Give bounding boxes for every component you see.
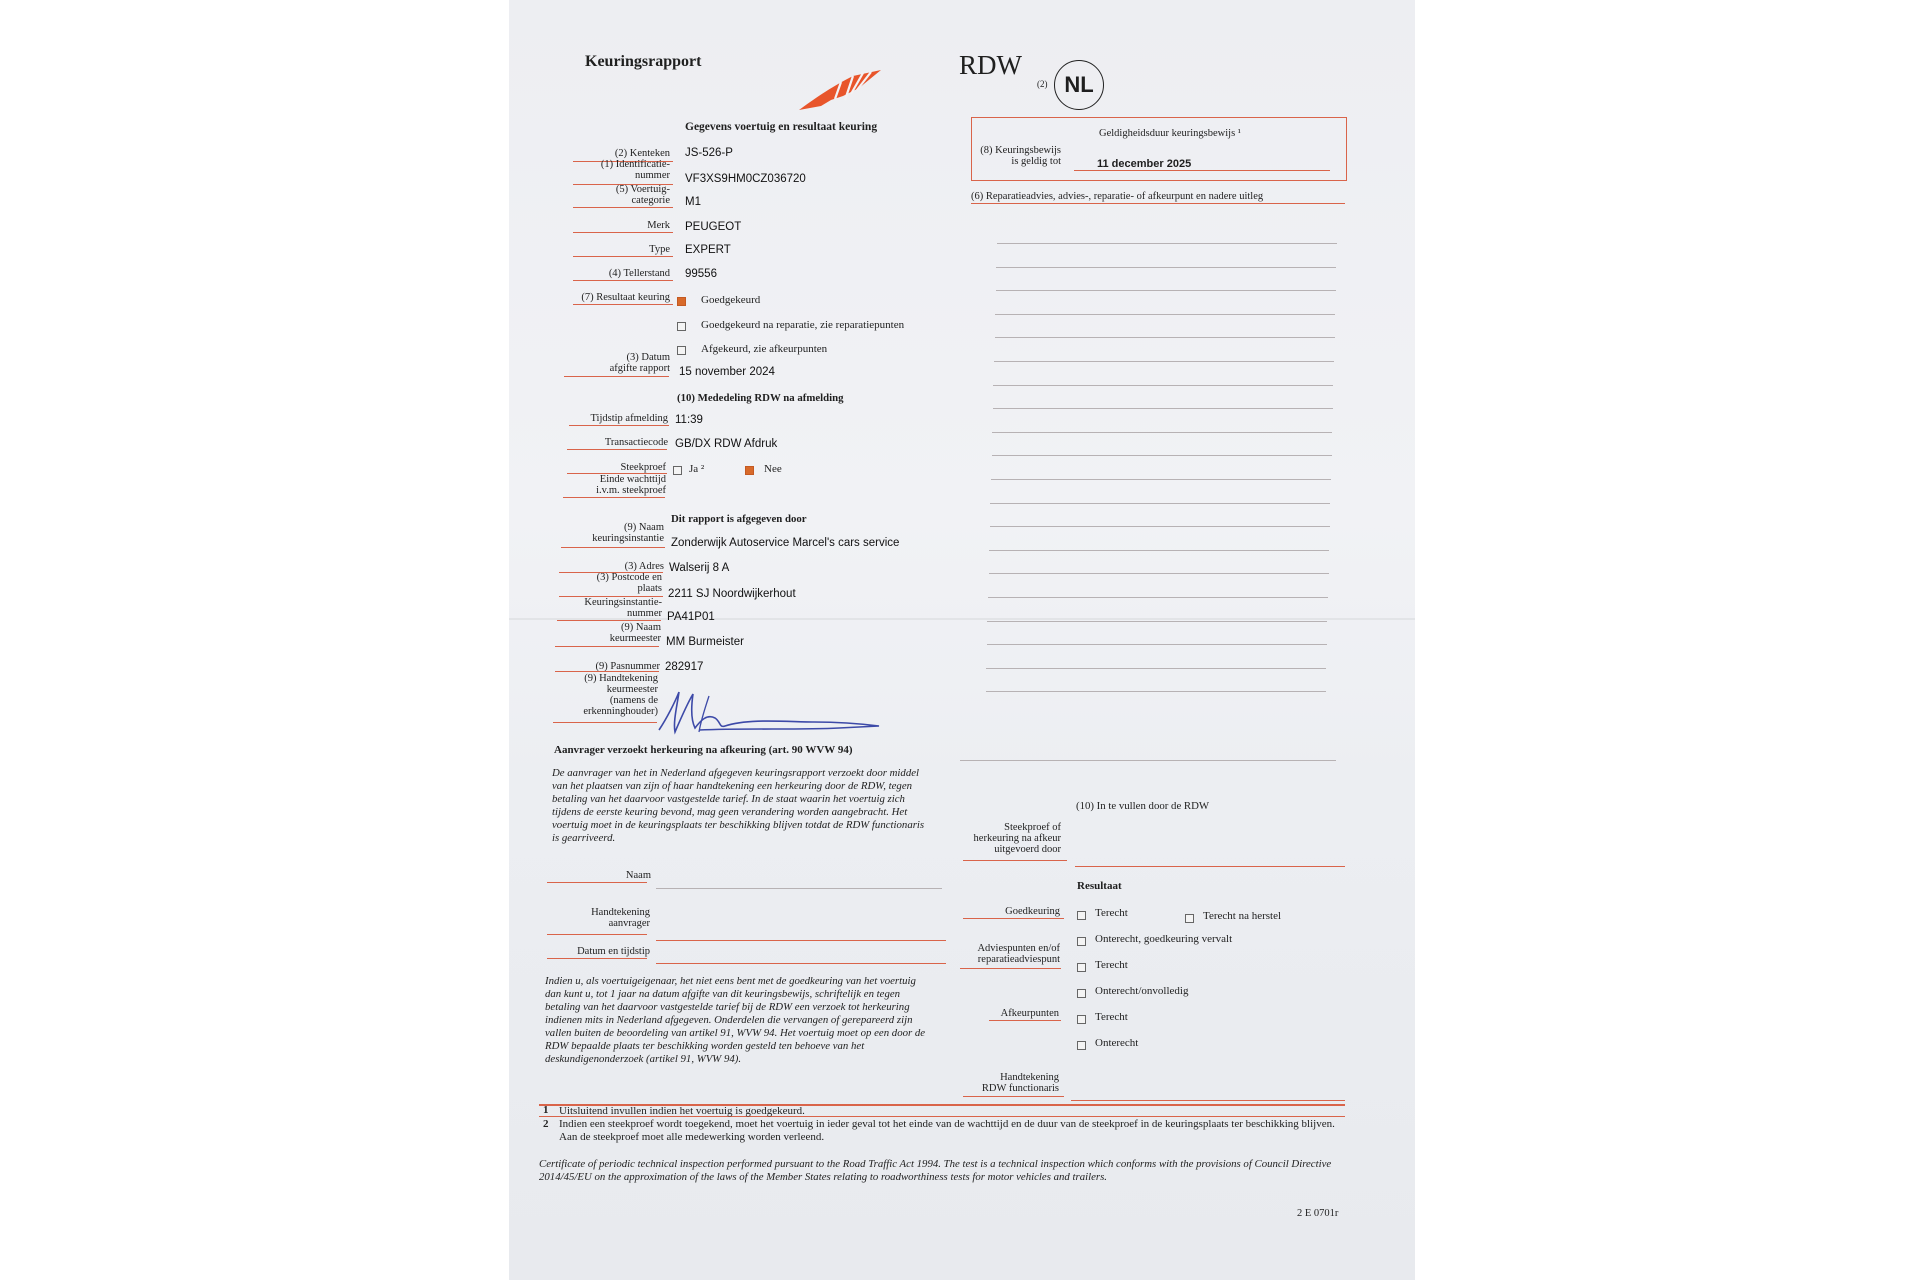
certificate-text: Certificate of periodic technical inspection performed pursuant to the Road Traffic Act 1994. The test is a technical inspection which conforms with the provisions of Council Directive 2014/45/EU on the approximation of the laws of the Member States relating to roadworthiness tests for motor vehicles and trailers. bbox=[539, 1158, 1332, 1183]
validity-label: (8) Keuringsbewijs is geldig tot bbox=[980, 145, 1061, 167]
advice-line bbox=[989, 573, 1329, 574]
option-afgekeurd: Afgekeurd, zie afkeurpunten bbox=[701, 343, 828, 355]
transactiecode-value: GB/DX RDW Afdruk bbox=[675, 438, 778, 450]
advice-line bbox=[993, 385, 1333, 386]
advice-line bbox=[997, 243, 1337, 244]
terecht-na-herstel: Terecht na herstel bbox=[1203, 910, 1282, 922]
pasnummer-label: (9) Pasnummer bbox=[595, 661, 660, 672]
resultaat-heading: Resultaat bbox=[1077, 880, 1122, 892]
checkbox-goedkeuring-terecht[interactable] bbox=[1077, 911, 1086, 920]
afkeurpunten-label: Afkeurpunten bbox=[1000, 1008, 1059, 1019]
field-label-kenteken: (2) Kenteken bbox=[614, 148, 670, 159]
advice-line bbox=[990, 503, 1330, 504]
rdw-logo-icon bbox=[795, 66, 885, 114]
advice-line bbox=[992, 432, 1332, 433]
einde-wachttijd-label: Einde wachttijd i.v.m. steekproef bbox=[596, 474, 666, 496]
checkbox-afkeur-terecht[interactable] bbox=[1077, 1015, 1086, 1024]
handtekening-keurmeester-label: (9) Handtekening keurmeester (namens de erkenninghouder) bbox=[583, 673, 658, 717]
field-value-merk: PEUGEOT bbox=[685, 221, 742, 233]
field-label-datum: (3) Datum afgifte rapport bbox=[609, 352, 670, 374]
handtekening-aanvrager-label: Handtekening aanvrager bbox=[591, 907, 650, 929]
advice-line bbox=[989, 550, 1329, 551]
advice-line bbox=[995, 314, 1335, 315]
advice-line bbox=[990, 526, 1330, 527]
brand-rdw: RDW bbox=[959, 50, 1022, 80]
validity-date: 11 december 2025 bbox=[1097, 158, 1192, 170]
advice-line bbox=[993, 408, 1333, 409]
repair-advice-title: (6) Reparatieadvies, advies-, reparatie- of afkeurpunt en nadere uitleg bbox=[971, 191, 1264, 202]
tijdstip-label: Tijdstip afmelding bbox=[590, 413, 668, 424]
rdw-section-heading: (10) In te vullen door de RDW bbox=[1076, 800, 1210, 812]
advice-line bbox=[995, 337, 1335, 338]
checkbox-afgekeurd[interactable] bbox=[677, 346, 686, 355]
footnote-1-number: 1 bbox=[543, 1104, 549, 1116]
checkbox-steekproef-nee[interactable] bbox=[745, 466, 754, 475]
naam-keuringsinstantie-value: Zonderwijk Autoservice Marcel's cars service bbox=[671, 537, 900, 549]
advice-line bbox=[986, 668, 1326, 669]
footnote-2-number: 2 bbox=[543, 1118, 549, 1130]
country-code: NL bbox=[1064, 72, 1094, 97]
field-value-identificatie: VF3XS9HM0CZ036720 bbox=[685, 173, 806, 185]
adres-label: (3) Adres bbox=[624, 561, 664, 572]
rdw-steekproef-label: Steekproef of herkeuring na afkeur uitgevoerd door bbox=[973, 822, 1061, 855]
herkeuring-text: De aanvrager van het in Nederland afgegeven keuringsrapport verzoekt door middel van het plaatsen van zijn of haar handtekening een herkeuring door de RDW, tegen betaling van het daarvoor vastgestelde tarief. In de staat waarin het voertuig zich tijdens de eerste keuring bevond, mag geen verandering worden aangebracht. Het voertuig moet in de keuringsplaats ter beschikking blijven totdat de RDW functionaris is gearriveerd. bbox=[552, 767, 925, 844]
naam-keurmeester-value: MM Burmeister bbox=[666, 636, 744, 648]
footnote-1-text: Uitsluitend invullen indien het voertuig is goedgekeurd. bbox=[559, 1105, 805, 1117]
naam-keuringsinstantie-label: (9) Naam keuringsinstantie bbox=[592, 522, 664, 544]
advice-line bbox=[996, 290, 1336, 291]
afkeur-onterecht: Onterecht bbox=[1095, 1037, 1139, 1049]
field-value-datum: 15 november 2024 bbox=[679, 366, 775, 378]
section-title: Gegevens voertuig en resultaat keuring bbox=[685, 121, 878, 133]
checkbox-advies-terecht[interactable] bbox=[1077, 963, 1086, 972]
goedkeuring-label: Goedkeuring bbox=[1005, 906, 1060, 917]
field-label-merk: Merk bbox=[647, 220, 670, 231]
afgegeven-heading: Dit rapport is afgegeven door bbox=[671, 513, 807, 525]
advice-line bbox=[960, 760, 1336, 761]
checkbox-onterecht-vervalt[interactable] bbox=[1077, 937, 1086, 946]
naam-keurmeester-label: (9) Naam keurmeester bbox=[609, 622, 661, 644]
field-value-kenteken: JS-526-P bbox=[685, 147, 733, 159]
advies-terecht: Terecht bbox=[1095, 959, 1128, 971]
footnote-2-text: Indien een steekproef wordt toegekend, moet het voertuig in ieder geval tot het einde van de wachttijd en de duur van de steekproef in de keuringsplaats ter beschikking blijven. Aan de steekproef moet alle medewerking worden verleend. bbox=[559, 1118, 1335, 1143]
checkbox-steekproef-ja[interactable] bbox=[673, 466, 682, 475]
advice-line bbox=[996, 267, 1336, 268]
postcode-value: 2211 SJ Noordwijkerhout bbox=[668, 588, 796, 600]
advice-line bbox=[987, 621, 1327, 622]
document-title: Keuringsrapport bbox=[585, 53, 702, 70]
field-value-tellerstand: 99556 bbox=[685, 268, 717, 280]
afkeur-terecht: Terecht bbox=[1095, 1011, 1128, 1023]
option-goedgekeurd-na-reparatie: Goedgekeurd na reparatie, zie reparatiepunten bbox=[701, 319, 905, 331]
advice-line bbox=[994, 361, 1334, 362]
goedkeuring-terecht: Terecht bbox=[1095, 907, 1128, 919]
datum-tijdstip-label: Datum en tijdstip bbox=[577, 946, 650, 957]
advice-line bbox=[992, 455, 1332, 456]
advice-line bbox=[987, 644, 1327, 645]
tijdstip-value: 11:39 bbox=[675, 414, 703, 426]
checkbox-goedgekeurd-na-reparatie[interactable] bbox=[677, 322, 686, 331]
naam-aanvrager-label: Naam bbox=[625, 870, 651, 881]
field-label-identificatie: (1) Identificatie- nummer bbox=[600, 159, 670, 181]
onterecht-vervalt: Onterecht, goedkeuring vervalt bbox=[1095, 933, 1233, 945]
transactiecode-label: Transactiecode bbox=[604, 437, 668, 448]
form-code: 2 E 0701r bbox=[1297, 1208, 1339, 1219]
keuringsinstantienummer-value: PA41P01 bbox=[667, 611, 715, 623]
checkbox-goedgekeurd[interactable] bbox=[677, 297, 686, 306]
mededeling-heading: (10) Mededeling RDW na afmelding bbox=[677, 392, 844, 404]
adres-value: Walserij 8 A bbox=[669, 562, 730, 574]
field-label-tellerstand: (4) Tellerstand bbox=[608, 268, 670, 279]
checkbox-onterecht-onvolledig[interactable] bbox=[1077, 989, 1086, 998]
keuringsinstantienummer-label: Keuringsinstantie- nummer bbox=[584, 597, 662, 619]
option-goedgekeurd: Goedgekeurd bbox=[701, 294, 761, 306]
checkbox-terecht-na-herstel[interactable] bbox=[1185, 914, 1194, 923]
validity-title: Geldigheidsduur keuringsbewijs ¹ bbox=[1099, 128, 1241, 139]
pasnummer-value: 282917 bbox=[665, 661, 704, 673]
country-badge bbox=[1054, 60, 1104, 110]
option-nee: Nee bbox=[764, 463, 782, 475]
postcode-label: (3) Postcode en plaats bbox=[596, 572, 662, 594]
option-ja: Ja ² bbox=[689, 463, 705, 475]
field-value-type: EXPERT bbox=[685, 244, 731, 256]
adviespunten-label: Adviespunten en/of reparatieadviespunt bbox=[977, 943, 1060, 965]
handtekening-rdw-label: Handtekening RDW functionaris bbox=[981, 1072, 1059, 1094]
brand-superscript: (2) bbox=[1037, 79, 1048, 89]
inspection-report-sheet bbox=[509, 0, 1415, 1280]
advice-line bbox=[991, 479, 1331, 480]
indien-text: Indien u, als voertuigeigenaar, het niet eens bent met de goedkeuring van het voertuig dan kunt u, tot 1 jaar na datum afgifte van dit keuringsbewijs, schriftelijk en tegen betaling van het daarvoor vastgestelde tarief bij de RDW een verzoek tot herkeuring indienen mits in Nederland afgegeven. Onderdelen die vervangen of gerepareerd zijn vallen buiten de beoordeling van artikel 91, WVW 94. Het voertuig moet op een door de RDW bepaalde plaats ter beschikking worden gesteld ten behoeve van het deskundigenonderzoek (artikel 91, WVW 94). bbox=[545, 975, 926, 1065]
keurmeester-signature bbox=[639, 678, 889, 738]
advice-line bbox=[988, 597, 1328, 598]
field-label-resultaat: (7) Resultaat keuring bbox=[581, 292, 670, 303]
steekproef-label: Steekproef bbox=[620, 462, 666, 473]
field-value-categorie: M1 bbox=[685, 196, 701, 208]
field-label-type: Type bbox=[649, 244, 670, 255]
advice-line bbox=[986, 691, 1326, 692]
herkeuring-heading: Aanvrager verzoekt herkeuring na afkeuring (art. 90 WVW 94) bbox=[554, 744, 853, 756]
onterecht-onvolledig: Onterecht/onvolledig bbox=[1095, 985, 1189, 997]
checkbox-afkeur-onterecht[interactable] bbox=[1077, 1041, 1086, 1050]
field-label-categorie: (5) Voertuig- categorie bbox=[615, 184, 670, 206]
